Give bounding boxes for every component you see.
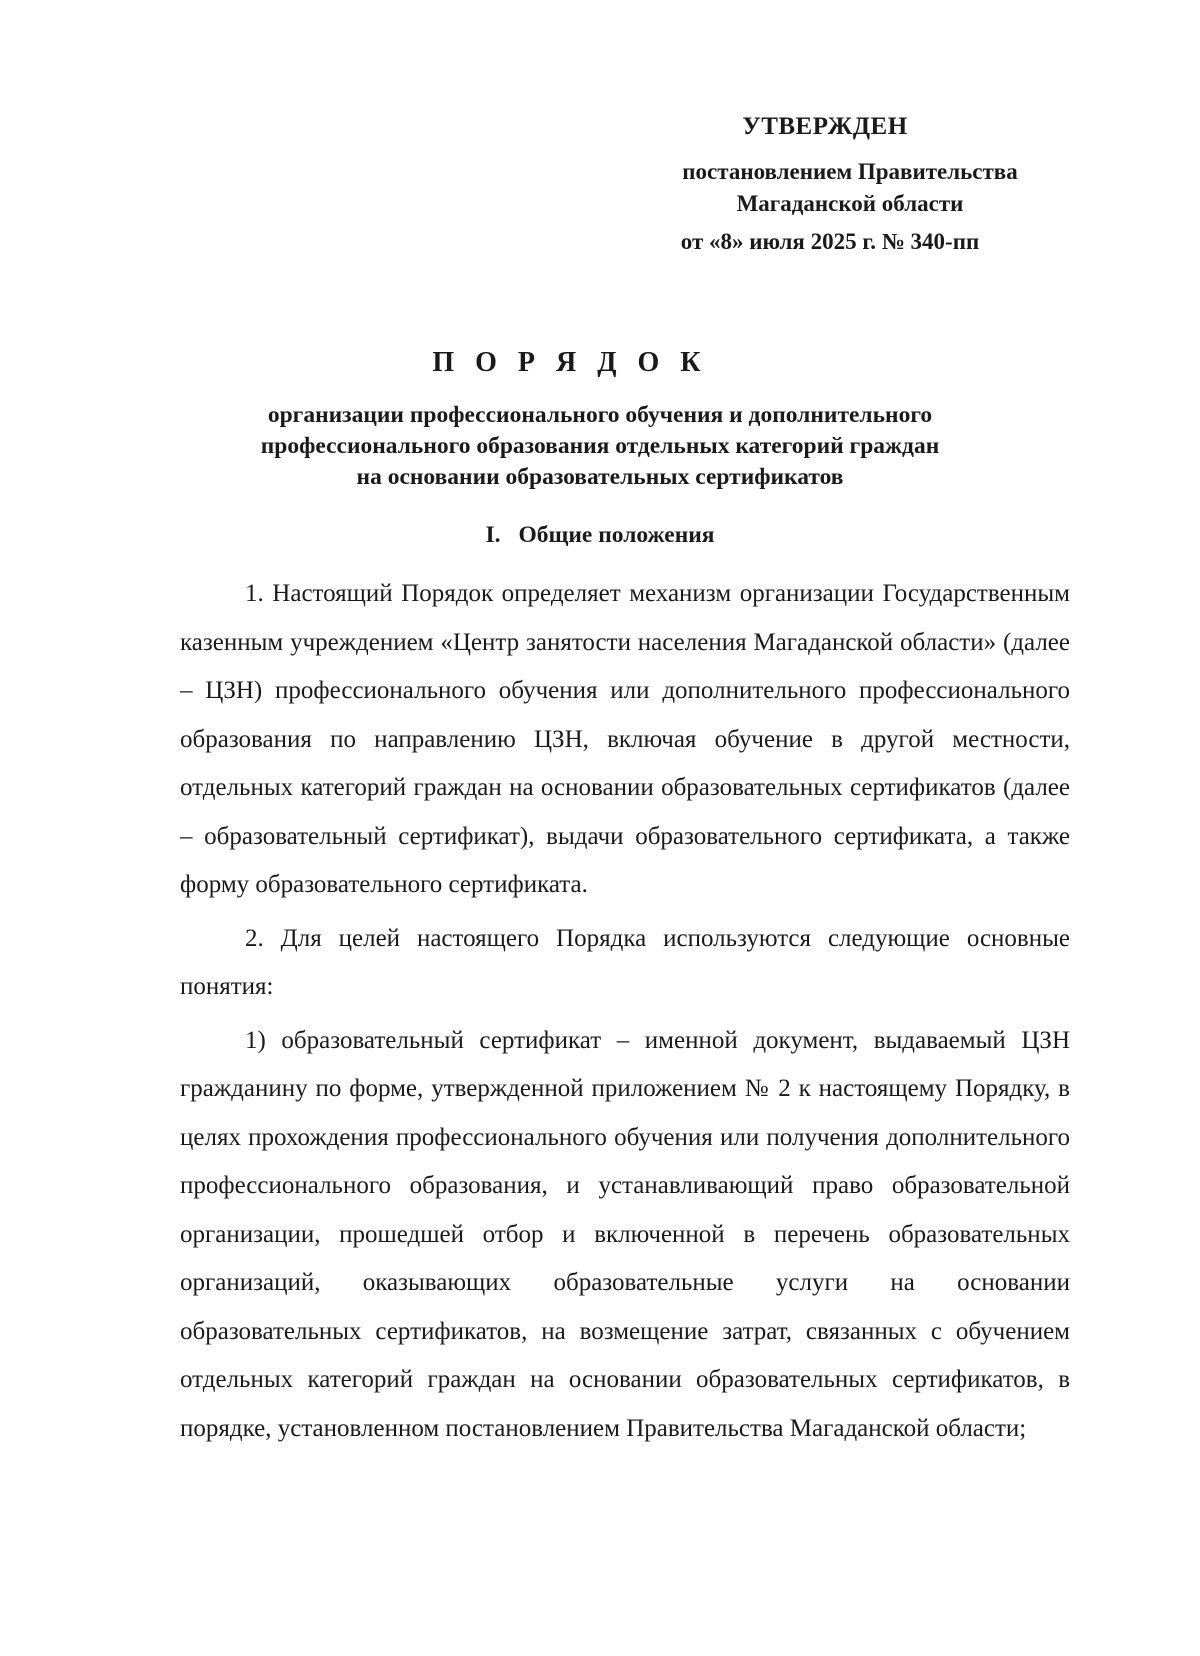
document-title: П О Р Я Д О К [432,347,708,378]
section-number: I. [485,522,501,548]
approval-stamp [600,110,1100,258]
paragraph-1: 1. Настоящий Порядок определяет механизм организации Государственным казенным учреждением «Центр занятости населения Магаданской области» (далее – ЦЗН) профессионального обучения или дополнительного профессионального образования по направлению ЦЗН, включая обучение в другой местности, отдельных категорий граждан на основании образовательных сертификатов (далее – образовательный сертификат), выдачи образовательного сертификата, а также форму образовательного сертификата. [180,580,1070,898]
paragraph-2-item-1: 1) образовательный сертификат – именной документ, выдаваемый ЦЗН гражданину по форме, утвержденной приложением № 2 к настоящему Порядку, в целях прохождения профессионального обучения или получения дополнительного профессионального образования, и устанавливающий право образовательной организации, прошедшей отбор и включенной в перечень образовательных организаций, оказывающих образовательные услуги на основании образовательных сертификатов, на возмещение затрат, связанных с обучением отдельных категорий граждан на основании образовательных сертификатов, в порядке, установленном постановлением Правительства Магаданской области; [180,1026,1070,1442]
resolution-line-1: постановлением Правительства [682,159,1018,184]
resolution-reference [600,156,1100,220]
subtitle-line-1: организации профессионального обучения и дополнительного [267,402,933,428]
subtitle-line-3: на основании образовательных сертификатов [356,464,844,490]
document-body [180,570,1070,1453]
paragraph-2: 2. Для целей настоящего Порядка используются следующие основные понятия: [180,924,1070,1000]
section-title: Общие положения [518,522,715,548]
resolution-line-2: Магаданской области [736,191,964,216]
approved-label: УТВЕРЖДЕН [742,113,908,140]
section-heading [180,519,1020,551]
subtitle-line-2: профессионального образования отдельных категорий граждан [260,433,940,459]
resolution-date-number: от «8» июля 2025 г. № 340-пп [680,229,980,254]
document-subtitle [180,400,1020,493]
